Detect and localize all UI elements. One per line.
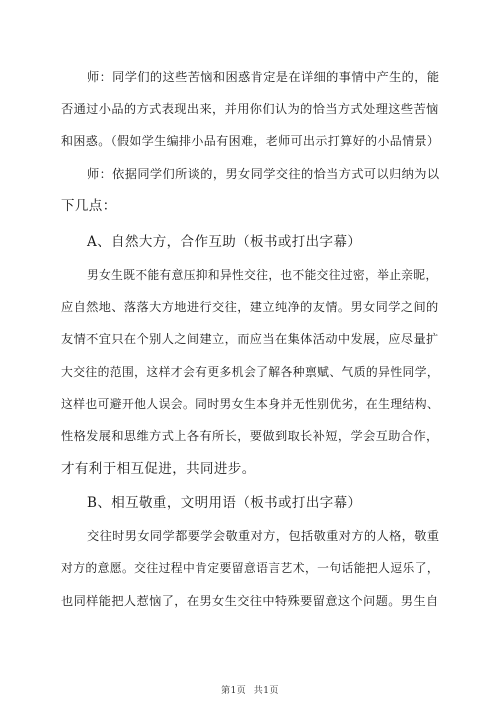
paragraph-line: 才有利于相互促进，共同进步。 [61,461,256,477]
section-heading-a: A、自然大方，合作互助（板书或打出字幕） [87,234,362,250]
page-total: 共1页 [253,686,279,696]
paragraph-line: 和困惑。（假如学生编排小品有困难，老师可出示打算好的小品情景） [61,134,440,148]
paragraph-line: 对方的意愿。交往过程中肯定要留意语言艺术，一句话能把人逗乐了， [61,561,440,575]
paragraph-line: 这样也可避开他人误会。同时男女生本身并无性别优劣，在生理结构、 [61,397,440,411]
paragraph-line: 否通过小品的方式表现出来，并用你们认为的恰当方式处理这些苦恼 [61,102,439,116]
page-footer [0,683,500,696]
paragraph-line: 性格发展和思维方式上各有所长，要做到取长补短，学会互助合作， [61,429,439,443]
page-number: 第1页 [221,686,247,696]
paragraph-line: 友情不宜只在个别人之间建立，而应当在集体活动中发展，应尽量扩 [61,332,439,346]
section-heading-b: B、相互敬重，文明用语（板书或打出字幕） [87,495,362,511]
paragraph-line: 师：同学们的这些苦恼和困惑肯定是在详细的事情中产生的，能 [87,70,440,84]
paragraph-line: 交往时男女同学都要学会敬重对方，包括敬重对方的人格，敬重 [87,529,440,543]
paragraph-line: 也同样能把人惹恼了，在男女生交往中特殊要留意这个问题。男生自 [61,594,439,608]
paragraph-line: 男女生既不能有意压抑和异性交往，也不能交往过密，举止亲昵， [87,268,438,282]
paragraph-line: 大交往的范围，这样才会有更多机会了解各种禀赋、气质的异性同学， [61,365,440,379]
paragraph-line: 师：依据同学们所谈的，男女同学交往的恰当方式可以归纳为以 [87,167,440,181]
paragraph-line: 下几点： [61,198,117,214]
paragraph-line: 应自然地、落落大方地进行交往，建立纯净的友情。男女同学之间的 [61,300,439,314]
